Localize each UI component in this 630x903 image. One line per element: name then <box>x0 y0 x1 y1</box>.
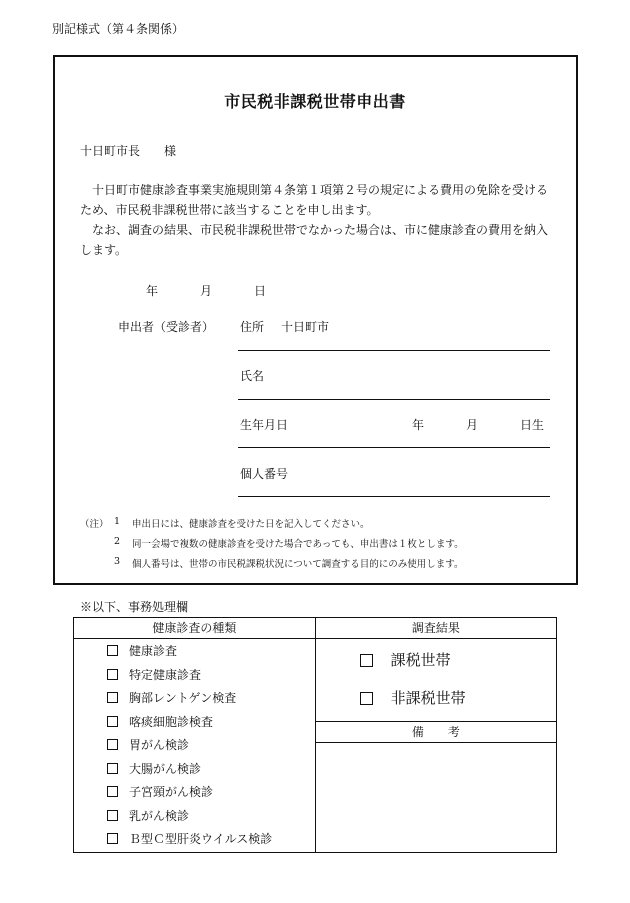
address-field-line[interactable] <box>238 350 550 351</box>
office-use-table <box>73 617 557 853</box>
result-taxable[interactable]: 課税世帯 <box>316 641 556 679</box>
declaration-paragraph-1: 十日町市健康診査事業実施規則第４条第１項第２号の規定による費用の免除を受けるため、市民税非課税世帯に該当することを申し出ます。 <box>80 183 549 217</box>
checkbox-icon[interactable] <box>107 763 118 774</box>
checkbox-icon[interactable] <box>107 716 118 727</box>
dob-month-label: 月 <box>466 418 479 432</box>
notes-prefix: （注） <box>80 519 109 530</box>
address-value: 十日町市 <box>281 320 330 334</box>
declaration-paragraph-2: なお、調査の結果、市民税非課税世帯でなかった場合は、市に健康診査の費用を納入します。 <box>80 223 549 257</box>
checkbox-icon[interactable] <box>107 786 118 797</box>
note-1-text: 申出日には、健康診査を受けた日を記入してください。 <box>132 519 370 530</box>
office-use-label: ※以下、事務処理欄 <box>80 600 189 614</box>
date-month-label: 月 <box>200 284 213 298</box>
result-non-taxable[interactable]: 非課税世帯 <box>316 679 556 717</box>
exam-type-item[interactable]: 健康診査 <box>107 640 315 664</box>
checkbox-icon[interactable] <box>360 654 373 667</box>
personal-number-label: 個人番号 <box>240 467 289 481</box>
exam-type-item[interactable]: 乳がん検診 <box>107 805 315 829</box>
exam-type-item[interactable]: 特定健康診査 <box>107 664 315 688</box>
applicant-label: 申出者（受診者） <box>118 320 215 334</box>
checkbox-icon[interactable] <box>107 810 118 821</box>
result-header: 調査結果 <box>315 618 556 639</box>
note-3-number: 3 <box>114 556 121 567</box>
remarks-header: 備 考 <box>315 722 556 743</box>
addressee: 十日町市長 様 <box>80 144 177 158</box>
checkbox-icon[interactable] <box>107 669 118 680</box>
address-label: 住所 <box>240 320 265 334</box>
result-cell <box>315 639 556 722</box>
exam-type-item[interactable]: 胃がん検診 <box>107 734 315 758</box>
form-title: 市民税非課税世帯申出書 <box>224 92 406 111</box>
exam-type-item[interactable]: 大腸がん検診 <box>107 758 315 782</box>
note-2-text: 同一会場で複数の健康診査を受けた場合であっても、申出書は１枚とします。 <box>132 539 464 550</box>
checkbox-icon[interactable] <box>107 692 118 703</box>
checkbox-icon[interactable] <box>107 739 118 750</box>
declaration-text <box>80 180 554 260</box>
checkbox-icon[interactable] <box>107 833 118 844</box>
date-year-label: 年 <box>146 284 159 298</box>
checkbox-icon[interactable] <box>360 692 373 705</box>
exam-type-item[interactable]: 胸部レントゲン検査 <box>107 687 315 711</box>
exam-type-list <box>74 640 315 852</box>
note-2-number: 2 <box>114 536 121 547</box>
personal-number-field-line[interactable] <box>238 496 550 497</box>
exam-type-item[interactable]: 喀痰細胞診検査 <box>107 711 315 735</box>
note-3-text: 個人番号は、世帯の市民税課税状況について調査する目的にのみ使用します。 <box>132 559 464 570</box>
form-number-note: 別記様式（第４条関係） <box>52 22 185 36</box>
checkbox-icon[interactable] <box>107 645 118 656</box>
exam-type-item[interactable]: Ｂ型Ｃ型肝炎ウイルス検診 <box>107 828 315 852</box>
name-field-line[interactable] <box>238 399 550 400</box>
name-label: 氏名 <box>240 369 265 383</box>
dob-year-label: 年 <box>412 418 425 432</box>
exam-type-item[interactable]: 子宮頸がん検診 <box>107 781 315 805</box>
remarks-cell[interactable] <box>315 743 556 853</box>
exam-type-cell <box>74 639 316 853</box>
exam-type-header: 健康診査の種類 <box>74 618 316 639</box>
date-day-label: 日 <box>254 284 267 298</box>
dob-day-label: 日生 <box>520 418 545 432</box>
note-1-number: 1 <box>114 516 121 527</box>
dob-field-line[interactable] <box>238 447 550 448</box>
dob-label: 生年月日 <box>240 418 289 432</box>
